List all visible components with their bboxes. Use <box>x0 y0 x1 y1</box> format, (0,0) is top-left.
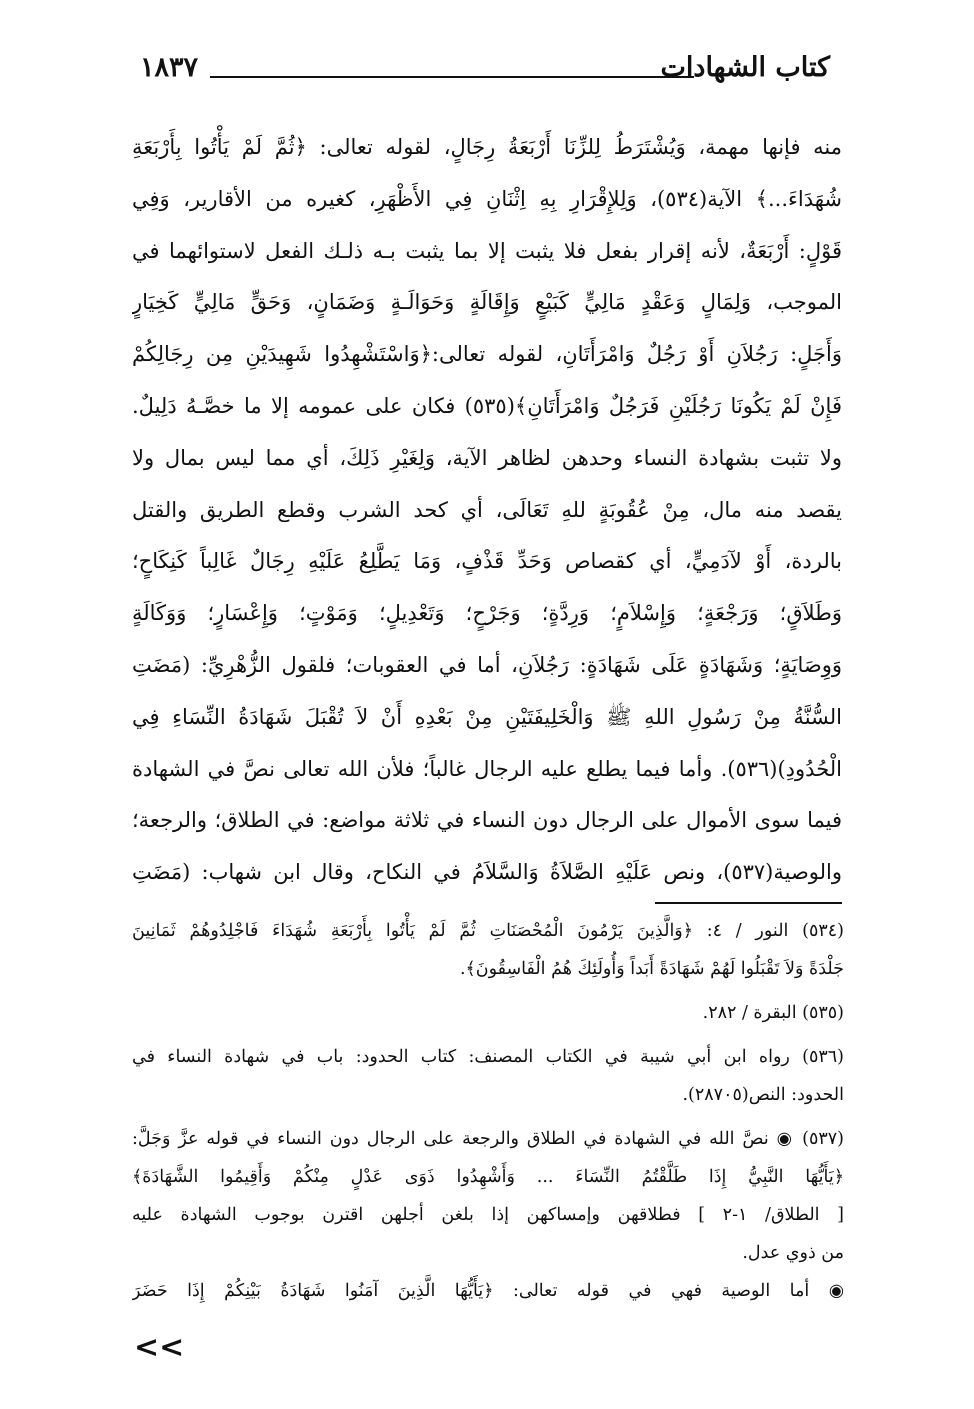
footnote-line: (٥٣٦) رواه ابن أبي شيبة في الكتاب المصنف: كتاب الحدود: باب في شهادة النساء في <box>132 1047 844 1067</box>
text-line: وَطَلاَقٍ؛ وَرَجْعَةٍ؛ وَإِسْلاَمٍ؛ وَرِدَّةٍ؛ وَجَرْحٍ؛ وَتَعْدِيلٍ؛ وَمَوْتٍ؛ وَإِعْسَارٍ؛ وَوَكَالَةٍ <box>132 601 842 626</box>
footnote-line: ﴿يَأَيُّهَا النَّبِيُّ إِذَا طَلَّقْتُمُ النِّسَاءَ ... وَأَشْهِدُوا ذَوَى عَدْلٍ مِنْكُمْ وَأَقِيمُوا الشَّهَادَةَ﴾ <box>132 1167 844 1187</box>
text-line: فيما سوى الأموال على الرجال دون النساء في ثلاثة مواضع: في الطلاق؛ والرجعة؛ <box>132 808 842 833</box>
main-text <box>132 122 842 899</box>
footnote-line: (٥٣٤) النور / ٤: ﴿وَالَّذِينَ يَرْمُونَ الْمُحْصَنَاتِ ثُمَّ لَمْ يَأْتُوا بِأَرْبَعَةِ شُهَدَاءَ فَاجْلِدُوهُمْ ثَمَانِينَ <box>132 921 844 941</box>
header-rule <box>210 76 694 78</box>
footnotes <box>132 912 844 1310</box>
footnote-line: الحدود: النص(٢٨٧٠٥). <box>682 1085 844 1105</box>
text-line: ولا تثبت بشهادة النساء وحدهن لظاهر الآية، وَلِغَيْرِ ذَلِكَ، أي مما ليس بمال ولا <box>132 445 842 470</box>
footnote-line: [ الطلاق/ ١-٢ ] فطلاقهن وإمساكهن إذا بلغن أجلهن اقترن بوجوب الشهادة عليه <box>132 1205 844 1225</box>
page-header <box>140 52 830 92</box>
text-line: الْحُدُودِ)(٥٣٦). وأما فيما يطلع عليه الرجال غالباً؛ فلأن الله تعالى نصَّ في الشهادة <box>132 756 842 781</box>
text-line: وَأَجَلٍ: رَجُلاَنِ أَوْ رَجُلٌ وَامْرَأَتَانِ، لقوله تعالى:﴿وَاسْتَشْهِدُوا شَهِيدَيْنِ مِن رِجَالِكُمْ <box>132 342 842 367</box>
text-line: بالردة، أَوْ لآدَمِيٍّ، أي كقصاص وَحَدِّ قَذْفٍ، وَمَا يَطَّلِعُ عَلَيْهِ رِجَالٌ غَالِباً كَنِكَاحٍ؛ <box>132 549 842 574</box>
footnote-separator <box>655 902 842 904</box>
text-line: قَوْلٍ: أَرْبَعَةٌ، لأنه إقرار بفعل فلا يثبت إلا بما يثبت بـه ذلـك الفعل لاستوائهما في <box>132 238 842 263</box>
text-line: منه فإنها مهمة، وَيُشْتَرَطُ لِلزِّنَا أَرْبَعَةُ رِجَالٍ، لقوله تعالى: ﴿ثُمَّ لَمْ يَأْتُوا بِأَرْبَعَةِ <box>132 135 842 159</box>
text-line: يقصد منه مال، مِنْ عُقُوبَةٍ للهِ تَعَالَى، أي كحد الشرب وقطع الطريق والقتل <box>132 497 842 522</box>
text-line: شُهَدَاءَ...﴾ الآية(٥٣٤)، وَلِلإِقْرَارِ بِهِ اِثْنَانِ فِي الأَظْهَرِ، كغيره من الأقارير، وَفِي <box>132 186 842 211</box>
page-number: ١٨٣٧ <box>140 52 199 83</box>
text-line: فَإِنْ لَمْ يَكُونَا رَجُلَيْنِ فَرَجُلٌ وَامْرَأَتَانِ﴾(٥٣٥) فكان على عمومه إلا ما خصَّـهُ دَلِيلٌ. <box>132 393 842 418</box>
footnote-line: من ذوي عدل. <box>742 1243 844 1263</box>
footnote-line: (٥٣٥) البقرة / ٢٨٢. <box>702 1003 844 1023</box>
continue-arrow-icon: << <box>134 1330 185 1365</box>
text-line: وَوِصَايَةٍ؛ وَشَهَادَةٍ عَلَى شَهَادَةٍ: رَجُلاَنِ، أما في العقوبات؛ فلقول الزُّهْرِيِّ: (مَضَتِ <box>132 652 842 677</box>
text-line: الموجب، وَلِمَالٍ وَعَقْدٍ مَالِيٍّ كَبَيْعٍ وَإِقَالَةٍ وَحَوَالَـةٍ وَضَمَانٍ، وَحَقٍّ مَالِيٍّ كَخِيَارٍ <box>132 290 842 315</box>
running-title: كتاب الشهادات <box>660 52 830 83</box>
footnote-line: جَلْدَةً وَلاَ تَقْبَلُوا لَهُمْ شَهَادَةً أَبَداً وَأُولَئِكَ هُمُ الْفَاسِقُونَ﴾. <box>459 959 844 979</box>
text-line: السُّنَّةُ مِنْ رَسُولِ اللهِ ﷺ وَالْخَلِيفَتَيْنِ مِنْ بَعْدِهِ أَنْ لاَ تُقْبَلَ شَهَادَةُ النِّسَاءِ فِي <box>132 704 842 729</box>
text-line: والوصية(٥٣٧)، ونص عَلَيْهِ الصَّلاَةُ وَالسَّلاَمُ في النكاح، وقال ابن شهاب: (مَضَتِ <box>132 860 842 885</box>
footnote-line: (٥٣٧) ◉ نصَّ الله في الشهادة في الطلاق والرجعة على الرجال دون النساء في قوله عزَّ وَجَلَّ: <box>132 1129 844 1149</box>
footnote-line: ◉ أما الوصية فهي في قوله تعالى: ﴿يَأَيُّهَا الَّذِينَ آمَنُوا شَهَادَةُ بَيْنِكُمْ إِذَا حَضَرَ <box>132 1281 844 1301</box>
